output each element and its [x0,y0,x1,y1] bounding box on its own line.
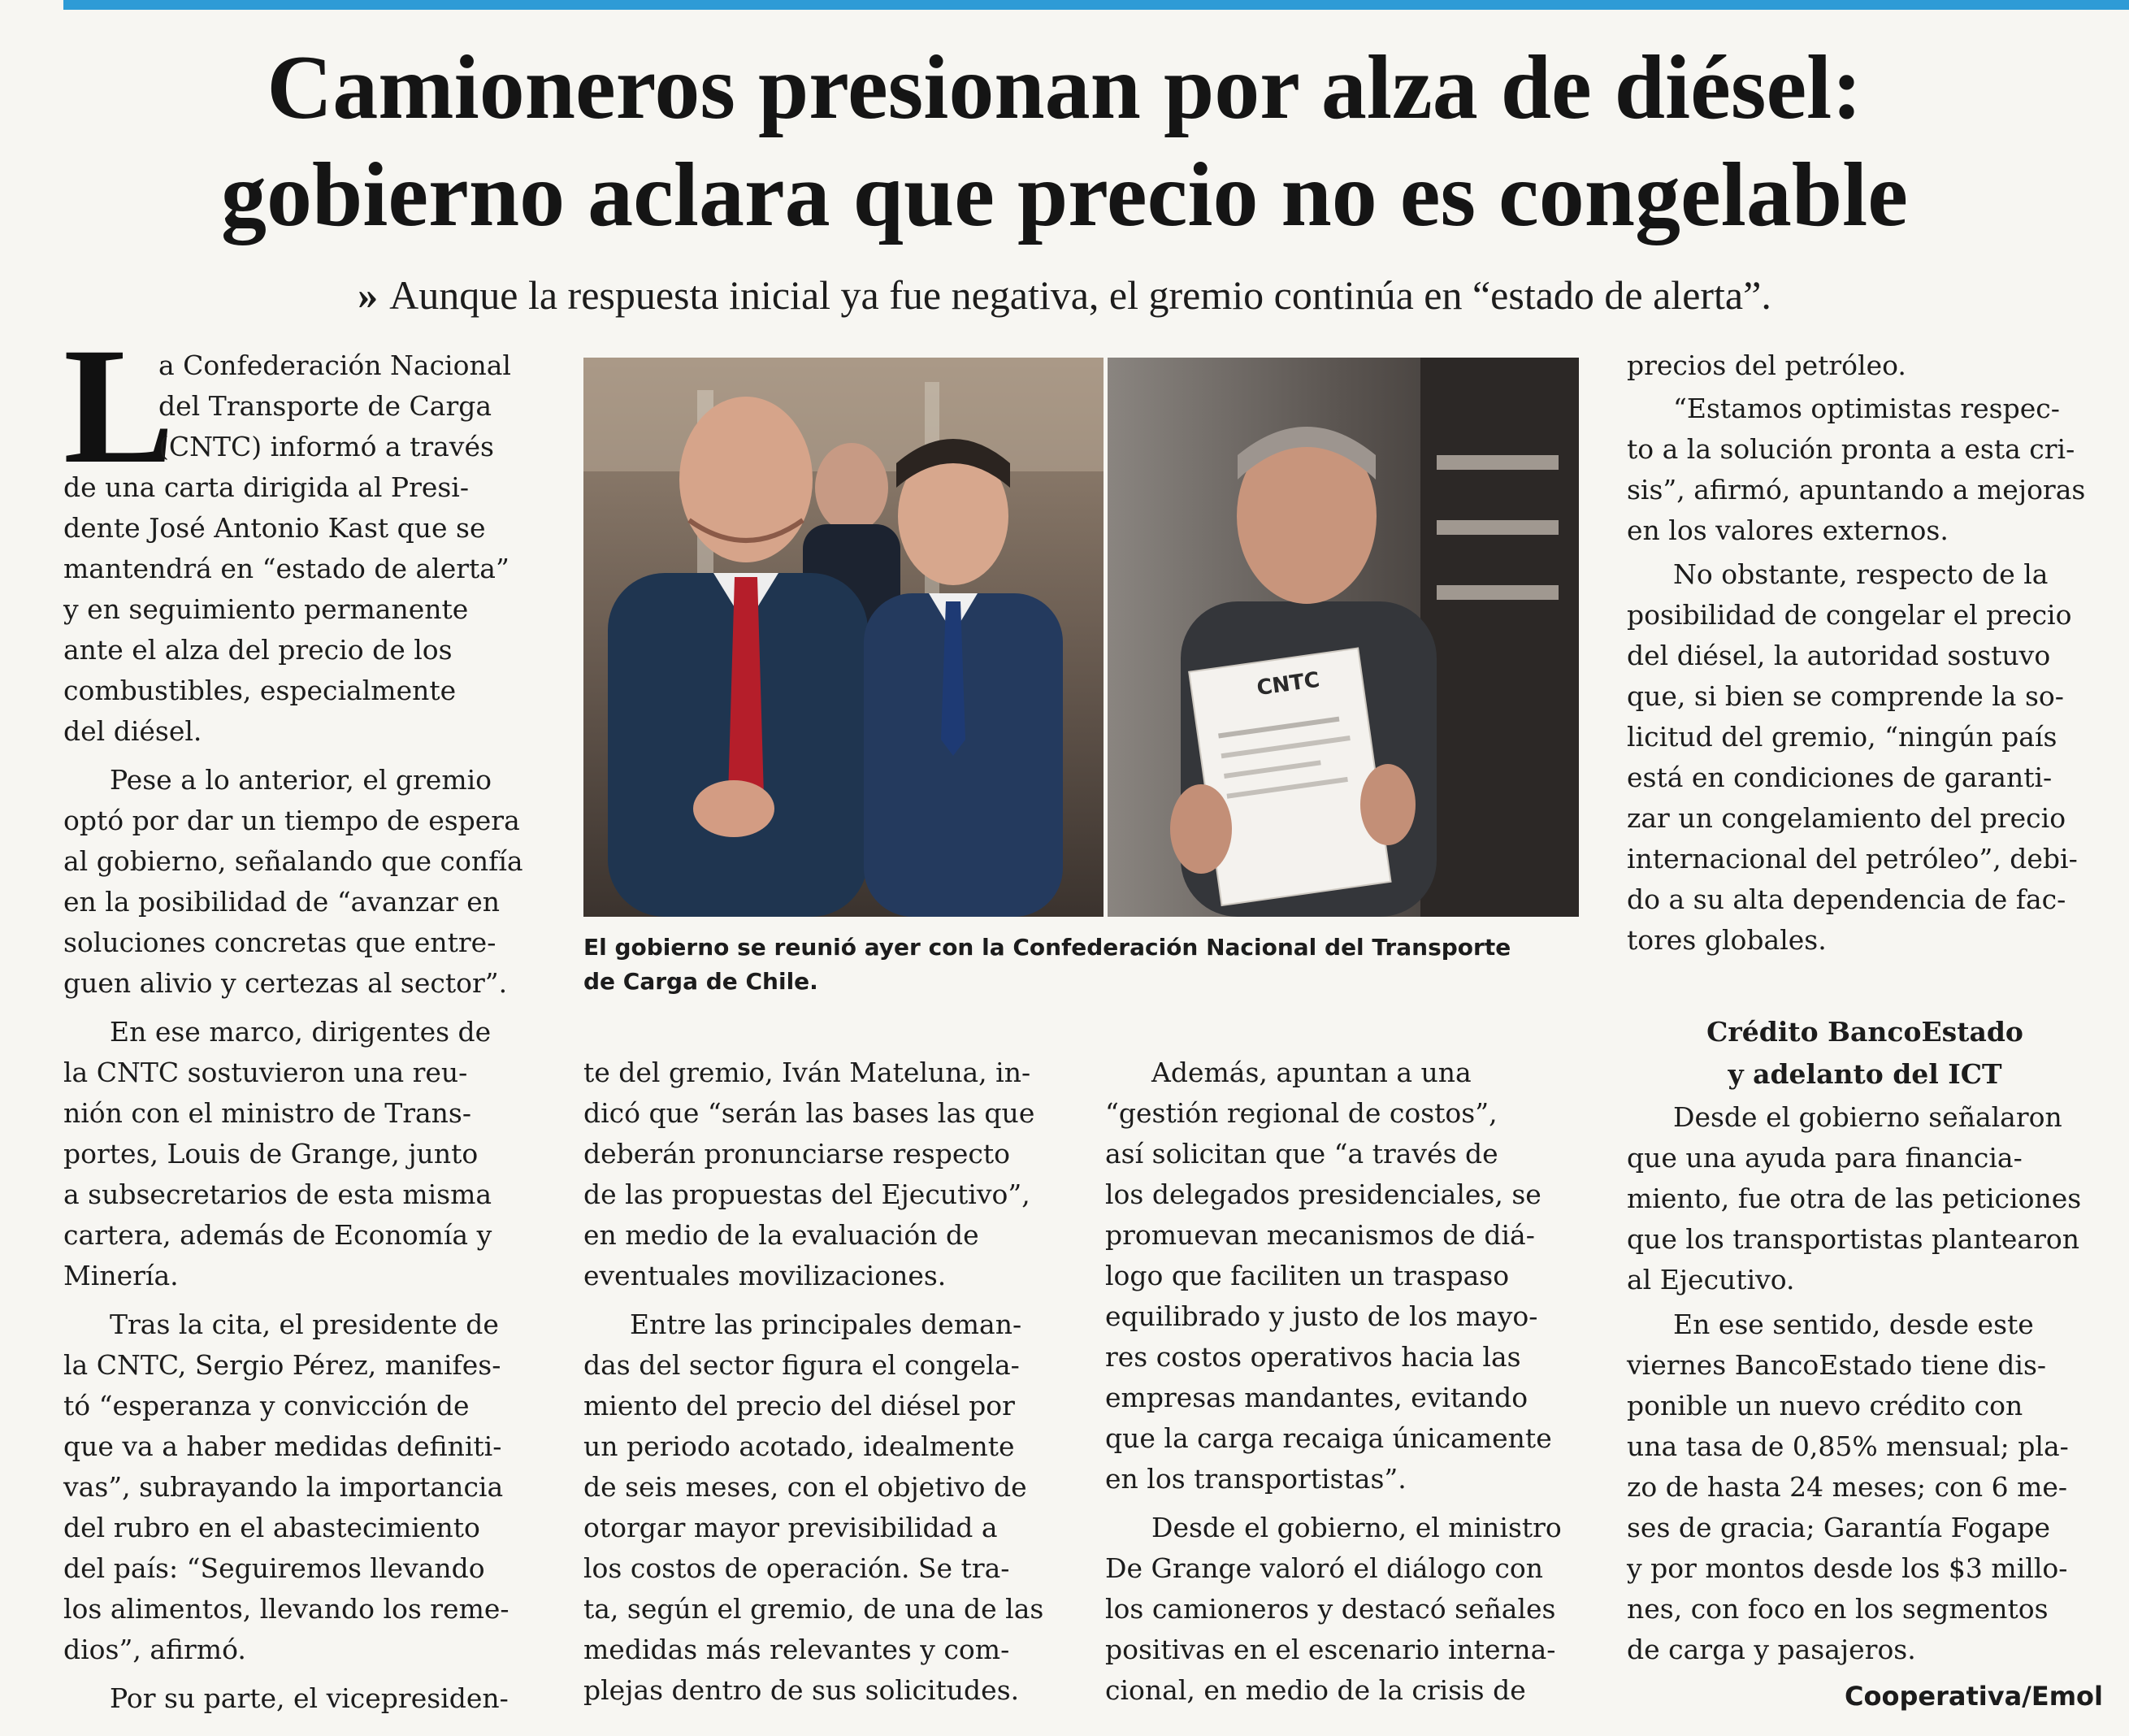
headline-line-1: Camioneros presionan por alza de diésel: [267,37,1862,138]
body-line: nes, con foco en los segmentos [1627,1593,2049,1625]
top-accent-bar [63,0,2129,10]
body-line: Entre las principales deman- [630,1309,1022,1340]
headline-line-2: gobierno aclara que precio no es congelable [221,145,1908,245]
source-credit: Cooperativa/Emol [1845,1681,2103,1712]
body-line: tó “esperanza y convicción de [63,1390,470,1421]
body-line: miento, fue otra de las peticiones [1627,1183,2082,1214]
body-line: que va a haber medidas definiti- [63,1430,502,1462]
body-line: que una ayuda para financia- [1627,1142,2023,1174]
chevron-double-right-icon: » [358,272,379,318]
body-line: así solicitan que “a través de [1105,1138,1498,1170]
body-line: licitud del gremio, “ningún país [1627,721,2057,753]
body-line: los camioneros y destacó señales [1105,1593,1556,1625]
body-line: viernes BancoEstado tiene dis- [1627,1349,2047,1381]
body-line: to a la solución pronta a esta cri- [1627,433,2075,465]
body-line: posibilidad de congelar el precio [1627,599,2072,631]
body-line: No obstante, respecto de la [1673,558,2049,590]
body-line: te del gremio, Iván Mateluna, in- [583,1057,1031,1088]
body-line: mantendrá en “estado de alerta” [63,553,509,584]
body-line: los delegados presidenciales, se [1105,1178,1541,1210]
body-line: En ese sentido, desde este [1673,1309,2034,1340]
body-line: Pese a lo anterior, el gremio [110,764,492,796]
body-line: del diésel. [63,715,202,747]
body-line: plejas dentro de sus solicitudes. [583,1674,1020,1706]
body-line: cartera, además de Economía y [63,1219,492,1251]
body-line: una tasa de 0,85% mensual; pla- [1627,1430,2069,1462]
body-line: das del sector figura el congela- [583,1349,1020,1381]
body-line: en los transportistas”. [1105,1463,1407,1495]
body-line: empresas mandantes, evitando [1105,1382,1528,1413]
body-line: de una carta dirigida al Presi- [63,471,470,503]
body-line: equilibrado y justo de los mayo- [1105,1300,1538,1332]
body-line: Desde el gobierno, el ministro [1151,1512,1562,1543]
body-line: zo de hasta 24 meses; con 6 me- [1627,1471,2068,1503]
body-line: deberán pronunciarse respecto [583,1138,1010,1170]
body-line: tores globales. [1627,924,1827,956]
body-line: del país: “Seguiremos llevando [63,1552,485,1584]
body-line: Por su parte, el vicepresiden- [110,1682,509,1714]
body-line: dente José Antonio Kast que se [63,512,486,544]
caption-line-1: El gobierno se reunió ayer con la Confederación Nacional del Transporte [583,934,1511,961]
body-line: soluciones concretas que entre- [63,927,496,958]
body-line: y en seguimiento permanente [63,593,469,625]
body-line: dios”, afirmó. [63,1634,246,1665]
body-line: otorgar mayor previsibilidad a [583,1512,998,1543]
body-line: cional, en medio de la crisis de [1105,1674,1526,1706]
body-line: al Ejecutivo. [1627,1264,1795,1295]
body-line: res costos operativos hacia las [1105,1341,1521,1373]
article-photo [583,358,1579,917]
subhead-line-1: Crédito BancoEstado [1706,1016,2023,1048]
body-line: “gestión regional de costos”, [1105,1097,1498,1129]
body-line: los alimentos, llevando los reme- [63,1593,509,1625]
body-line: ta, según el gremio, de una de las [583,1593,1044,1625]
body-line: “Estamos optimistas respec- [1673,393,2060,424]
body-line: en la posibilidad de “avanzar en [63,886,501,918]
body-line: Minería. [63,1260,179,1291]
body-line: ante el alza del precio de los [63,634,453,666]
body-line: combustibles, especialmente [63,675,457,706]
deck-text: Aunque la respuesta inicial ya fue negativa, el gremio continúa en “estado de alerta”. [389,272,1771,318]
body-line: vas”, subrayando la importancia [63,1471,504,1503]
body-line: En ese marco, dirigentes de [110,1016,492,1048]
body-line: Además, apuntan a una [1151,1057,1472,1088]
body-line: de seis meses, con el objetivo de [583,1471,1027,1503]
body-line: que la carga recaiga únicamente [1105,1422,1552,1454]
drop-cap: L [63,314,175,498]
body-line: en medio de la evaluación de [583,1219,979,1251]
photo-caption [583,931,1583,999]
body-line: ses de gracia; Garantía Fogape [1627,1512,2051,1543]
body-line: del Transporte de Carga [158,390,492,422]
deck-subtitle [0,268,2129,322]
body-line: logo que faciliten un traspaso [1105,1260,1510,1291]
body-line: do a su alta dependencia de fac- [1627,883,2066,915]
body-line: Desde el gobierno señalaron [1673,1101,2062,1133]
body-line: del rubro en el abastecimiento [63,1512,480,1543]
caption-line-2: de Carga de Chile. [583,968,818,995]
body-line: de carga y pasajeros. [1627,1634,1916,1665]
body-line: está en condiciones de garanti- [1627,762,2053,793]
body-line: miento del precio del diésel por [583,1390,1015,1421]
subhead-line-2: y adelanto del ICT [1728,1058,2002,1090]
body-line: medidas más relevantes y com- [583,1634,1010,1665]
body-line: en los valores externos. [1627,514,1949,546]
body-line: precios del petróleo. [1627,349,1906,381]
body-line: la CNTC sostuvieron una reu- [63,1057,468,1088]
body-line: (CNTC) informó a través [158,431,494,462]
body-line: sis”, afirmó, apuntando a mejoras [1627,474,2086,506]
body-line: nión con el ministro de Trans- [63,1097,472,1129]
body-line: ponible un nuevo crédito con [1627,1390,2023,1421]
body-line: Tras la cita, el presidente de [110,1309,499,1340]
body-line: a subsecretarios de esta misma [63,1178,492,1210]
body-line: guen alivio y certezas al sector”. [63,967,508,999]
body-line: portes, Louis de Grange, junto [63,1138,479,1170]
body-line: positivas en el escenario interna- [1105,1634,1556,1665]
body-line: un periodo acotado, idealmente [583,1430,1015,1462]
body-line: los costos de operación. Se tra- [583,1552,1010,1584]
body-line: a Confederación Nacional [158,349,511,381]
body-line: la CNTC, Sergio Pérez, manifes- [63,1349,501,1381]
document-logo-text: CNTC [1255,667,1321,701]
body-line: de las propuestas del Ejecutivo”, [583,1178,1030,1210]
body-line: que, si bien se comprende la so- [1627,680,2064,712]
body-line: del diésel, la autoridad sostuvo [1627,640,2051,671]
body-line: dicó que “serán las bases las que [583,1097,1035,1129]
body-line: zar un congelamiento del precio [1627,802,2066,834]
body-line: optó por dar un tiempo de espera [63,805,520,836]
body-line: promuevan mecanismos de diá- [1105,1219,1535,1251]
body-line: internacional del petróleo”, debi- [1627,843,2078,875]
body-line: que los transportistas plantearon [1627,1223,2079,1255]
body-line: y por montos desde los $3 millo- [1627,1552,2068,1584]
body-line: eventuales movilizaciones. [583,1260,947,1291]
body-line: De Grange valoró el diálogo con [1105,1552,1543,1584]
body-line: al gobierno, señalando que confía [63,845,523,877]
